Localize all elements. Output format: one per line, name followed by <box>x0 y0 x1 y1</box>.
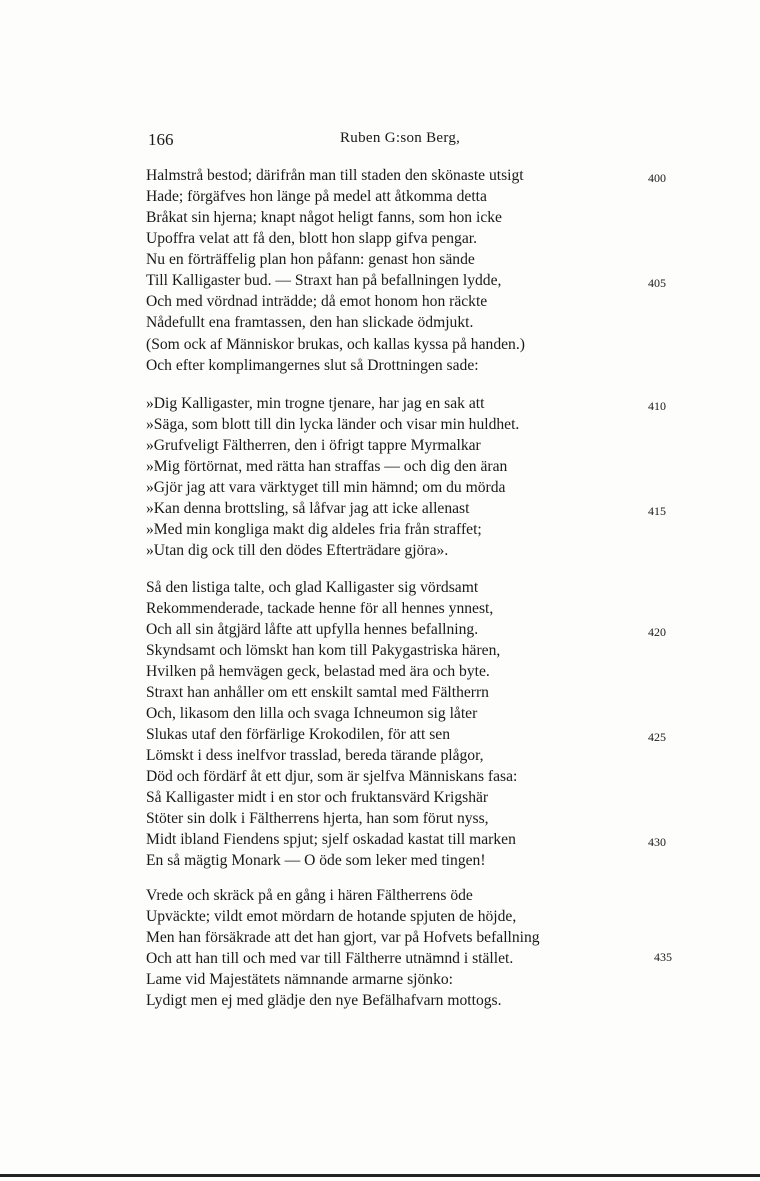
verse-line: En så mägtig Monark — O öde som leker med tingen! <box>146 852 486 869</box>
verse-line: »Mig förtörnat, med rätta han straffas — och dig den äran <box>146 458 508 475</box>
line-number: 410 <box>648 399 666 413</box>
verse-line: Och efter komplimangernes slut så Drottningen sade: <box>146 357 479 374</box>
verse-line: Och, likasom den lilla och svaga Ichneumon sig låter <box>146 705 478 722</box>
verse-line: Upoffra velat att få den, blott hon slapp gifva pengar. <box>146 230 477 247</box>
running-head: Ruben G:son Berg, <box>340 130 461 146</box>
verse-line: Upväckte; vildt emot mördarn de hotande spjuten de höjde, <box>146 908 517 925</box>
verse-line: Nu en förträffelig plan hon påfann: genast hon sände <box>146 251 475 268</box>
verse-line: Lömskt i dess inelfvor trasslad, bereda tärande plågor, <box>146 747 484 764</box>
verse-line: Lydigt men ej med glädje den nye Befälhafvarn mottogs. <box>146 992 502 1009</box>
verse-line: Vrede och skräck på en gång i hären Fältherrens öde <box>146 887 473 904</box>
verse-line: »Säga, som blott till din lycka länder och visar min huldhet. <box>146 416 520 433</box>
bottom-rule <box>0 1174 760 1177</box>
verse-line: Midt ibland Fiendens spjut; sjelf oskadad kastat till marken <box>146 831 516 848</box>
verse-line: (Som ock af Människor brukas, och kallas kyssa på handen.) <box>146 336 525 353</box>
line-number: 435 <box>654 950 672 964</box>
verse-line: Lame vid Majestätets nämnande armarne sjönko: <box>146 971 454 988</box>
verse-line: »Grufveligt Fältherren, den i öfrigt tappre Myrmalkar <box>146 437 481 454</box>
verse-line: Bråkat sin hjerna; knapt något heligt fanns, som hon icke <box>146 209 502 226</box>
verse-line: Till Kalligaster bud. — Straxt han på befallningen lydde, <box>146 272 502 289</box>
verse-line: Stöter sin dolk i Fältherrens hjerta, han som förut nyss, <box>146 810 489 827</box>
verse-line: Så Kalligaster midt i en stor och fruktansvärd Krigshär <box>146 789 489 806</box>
page-number: 166 <box>148 130 174 149</box>
verse-line: Hade; förgäfves hon länge på medel att åtkomma detta <box>146 188 487 205</box>
verse-line: »Med min kongliga makt dig aldeles fria från straffet; <box>146 521 482 538</box>
line-number: 425 <box>648 730 666 744</box>
line-number: 430 <box>648 835 666 849</box>
verse-line: Straxt han anhåller om ett enskilt samtal med Fältherrn <box>146 684 489 701</box>
verse-line: Och all sin åtgjärd låfte att upfylla hennes befallning. <box>146 621 479 638</box>
verse-line: Rekommenderade, tackade henne för all hennes ynnest, <box>146 600 494 617</box>
verse-line: Och med vördnad inträdde; då emot honom hon räckte <box>146 293 488 310</box>
line-number: 415 <box>648 504 666 518</box>
verse-line: Men han försäkrade att det han gjort, var på Hofvets befallning <box>146 929 540 946</box>
line-number: 420 <box>648 625 666 639</box>
verse-line: Halmstrå bestod; därifrån man till staden den skönaste utsigt <box>146 167 524 184</box>
verse-line: Och att han till och med var till Fältherre utnämnd i stället. <box>146 950 514 967</box>
verse-line: »Kan denna brottsling, så låfvar jag att icke allenast <box>146 500 470 517</box>
verse-line: Slukas utaf den förfärlige Krokodilen, för att sen <box>146 726 450 743</box>
verse-line: »Utan dig ock till den dödes Efterträdare gjöra». <box>146 542 449 559</box>
verse-line: Nådefullt ena framtassen, den han slickade ödmjukt. <box>146 314 474 331</box>
verse-line: »Gjör jag att vara värktyget till min hämnd; om du mörda <box>146 479 506 496</box>
verse-line: Skyndsamt och lömskt han kom till Pakygastriska hären, <box>146 642 501 659</box>
line-number: 400 <box>648 171 666 185</box>
verse-line: Så den listiga talte, och glad Kalligaster sig vördsamt <box>146 579 479 596</box>
verse-line: Hvilken på hemvägen geck, belastad med ära och byte. <box>146 663 490 680</box>
verse-line: Död och fördärf åt ett djur, som är sjelfva Människans fasa: <box>146 768 518 785</box>
verse-line: »Dig Kalligaster, min trogne tjenare, har jag en sak att <box>146 395 485 412</box>
line-number: 405 <box>648 276 666 290</box>
